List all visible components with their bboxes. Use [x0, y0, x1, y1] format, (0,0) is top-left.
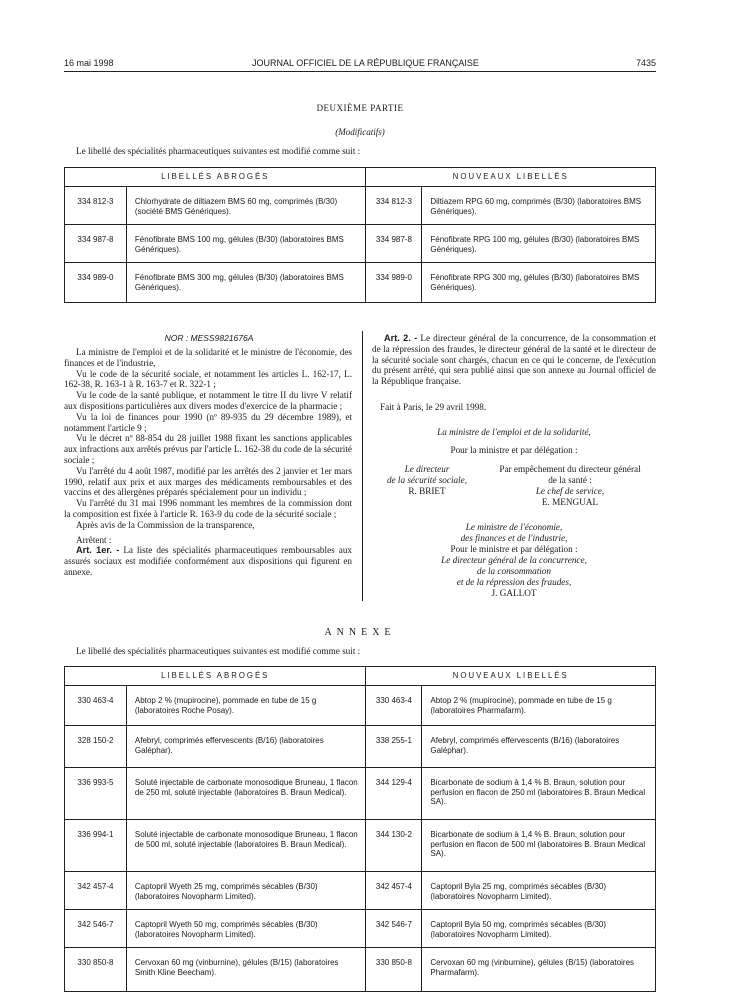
paragraph: Vu le décret nº 88-854 du 28 juillet 1988 fixant les sanctions applicables aux infractions aux arrêtés prévus par l'article L. 162-38 du code de la sécurité sociale ;	[64, 433, 352, 465]
table-row	[65, 872, 656, 910]
old-label: Fénofibrate BMS 300 mg, gélules (B/30) (laboratoires BMS Génériques).	[126, 263, 366, 303]
table-row	[65, 768, 656, 820]
new-code: 334 989-0	[366, 263, 422, 303]
sig2-line-2: de la consommation	[476, 566, 551, 576]
new-label: Fénofibrate RPG 100 mg, gélules (B/30) (laboratoires BMS Génériques).	[422, 225, 656, 263]
new-label: Afebryl, comprimés effervescents (B/16) (laboratoires Galéphar).	[422, 726, 656, 768]
signatory-2	[372, 522, 656, 599]
right-column-text	[372, 333, 656, 387]
issue-date: 16 mai 1998	[64, 58, 114, 68]
nor-reference: NOR : MESS9821676A	[164, 333, 254, 343]
part-subtitle: (Modificatifs)	[335, 127, 385, 137]
table-2-header-new: NOUVEAUX LIBELLÉS	[366, 667, 656, 686]
sig2-line-3: et de la répression des fraudes,	[456, 577, 572, 587]
paragraph: Vu l'arrêté du 4 août 1987, modifié par les arrêtés des 2 janvier et 1er mars 1990, relatif aux prix et aux marges des médicaments remboursables et des vaccins et des allergènes préparés spécialement pour un individu ;	[64, 465, 352, 498]
old-code: 342 546-7	[65, 910, 127, 948]
arretent: Arrêtent :	[76, 534, 112, 545]
table-row	[65, 910, 656, 948]
new-label: Captopril Byla 25 mg, comprimés sécables (B/30) (laboratoires Novopharm Limited).	[422, 872, 656, 910]
table-row	[65, 187, 656, 225]
old-label: Cervoxan 60 mg (vinburnine), gélules (B/15) (laboratoires Smith Kline Beecham).	[126, 948, 366, 992]
table-1-header-new: NOUVEAUX LIBELLÉS	[366, 168, 656, 187]
article-2	[372, 333, 656, 387]
old-label: Captopril Wyeth 25 mg, comprimés sécables (B/30) (laboratoires Novopharm Limited).	[126, 872, 366, 910]
signatory-left	[372, 464, 482, 497]
old-label: Soluté injectable de carbonate monosodique Bruneau, 1 flacon de 250 ml, soluté injectable (laboratoires B. Braun Medical).	[126, 768, 366, 820]
old-code: 330 850-8	[65, 948, 127, 992]
old-code: 330 463-4	[65, 686, 127, 726]
annexe-intro: Le libellé des spécialités pharmaceutiques suivantes est modifié comme suit :	[76, 646, 361, 656]
article-1-label: Art. 1er. -	[76, 545, 120, 556]
sig1-delegation: Pour la ministre et par délégation :	[450, 445, 578, 455]
journal-title: JOURNAL OFFICIEL DE LA RÉPUBLIQUE FRANÇAISE	[252, 58, 479, 68]
old-label: Chlorhydrate de diltiazem BMS 60 mg, comprimés (B/30) (société BMS Génériques).	[126, 187, 366, 225]
old-label: Abtop 2 % (mupirocine), pommade en tube de 15 g (laboratoires Roche Posay).	[126, 686, 366, 726]
sig2-title-2: des finances et de l'industrie,	[460, 533, 568, 543]
sig-right-name: E. MENGUAL	[541, 497, 599, 507]
annexe-title: ANNEXE	[324, 627, 396, 638]
new-code: 330 463-4	[366, 686, 422, 726]
new-label: Captopril Byla 50 mg, comprimés sécables (B/30) (laboratoires Novopharm Limited).	[422, 910, 656, 948]
sig2-delegation: Pour le ministre et par délégation :	[450, 544, 578, 554]
sig-left-name: R. BRIET	[408, 486, 446, 496]
paragraph: Vu la loi de finances pour 1990 (nº 89-935 du 29 décembre 1989), et notamment l'article 9 ;	[64, 411, 352, 433]
new-code: 342 546-7	[366, 910, 422, 948]
old-label: Fénofibrate BMS 100 mg, gélules (B/30) (laboratoires BMS Génériques).	[126, 225, 366, 263]
old-code: 328 150-2	[65, 726, 127, 768]
old-code: 336 994-1	[65, 820, 127, 872]
sig-right-line-3: Le chef de service,	[535, 486, 605, 496]
table-row	[65, 225, 656, 263]
article-1	[64, 545, 352, 577]
fait-a-paris: Fait à Paris, le 29 avril 1998.	[380, 402, 487, 412]
new-label: Bicarbonate de sodium à 1,4 % B. Braun, solution pour perfusion en flacon de 250 ml (laboratoires B. Braun Medical SA).	[422, 768, 656, 820]
new-label: Fénofibrate RPG 300 mg, gélules (B/30) (laboratoires BMS Génériques).	[422, 263, 656, 303]
header-rule	[64, 71, 656, 72]
sig-right-line-2: de la santé :	[548, 475, 592, 485]
paragraph: La ministre de l'emploi et de la solidarité et le ministre de l'économie, des finances et de l'industrie,	[64, 347, 352, 368]
old-code: 334 812-3	[65, 187, 127, 225]
sig2-line-1: Le directeur général de la concurrence,	[441, 555, 587, 565]
article-2-text: Le directeur général de la concurrence, de la consommation et de la répression des fraudes, le directeur général de la santé et le directeur de la sécurité sociale sont chargés, chacun en ce qui le concerne, de l'exécution du présent arrêté, qui sera publié ainsi que son annexe au Journal officiel de la République française.	[372, 333, 656, 387]
old-code: 336 993-5	[65, 768, 127, 820]
table-row	[65, 820, 656, 872]
old-code: 334 989-0	[65, 263, 127, 303]
signatory-right	[482, 464, 658, 508]
paragraph: Vu le code de la sécurité sociale, et notamment les articles L. 162-17, L. 162-38, R. 163-1 à R. 163-7 et R. 322-1 ;	[64, 368, 352, 390]
old-label: Afebryl, comprimés effervescents (B/16) (laboratoires Galéphar).	[126, 726, 366, 768]
sig-left-line-1: Le directeur	[404, 464, 450, 474]
new-code: 342 457-4	[366, 872, 422, 910]
table-1-header-old: LIBELLÉS ABROGÉS	[65, 168, 366, 187]
old-label: Soluté injectable de carbonate monosodique Bruneau, 1 flacon de 500 ml, soluté injectable (laboratoires B. Braun Medical).	[126, 820, 366, 872]
table-row	[65, 948, 656, 992]
new-code: 334 987-8	[366, 225, 422, 263]
sig2-name: J. GALLOT	[491, 588, 537, 598]
column-divider	[362, 331, 363, 601]
new-code: 334 812-3	[366, 187, 422, 225]
paragraph: Après avis de la Commission de la transparence,	[76, 519, 255, 530]
part-intro: Le libellé des spécialités pharmaceutiques suivantes est modifié comme suit :	[76, 146, 361, 156]
paragraph: Vu le code de la santé publique, et notamment le titre II du livre V relatif aux dispositions particulières aux divers modes d'exercice de la pharmacie ;	[64, 390, 352, 411]
paragraph: Vu l'arrêté du 31 mai 1996 nommant les membres de la commission dont la composition est fixée à l'article R. 163-9 du code de la sécurité sociale ;	[64, 498, 352, 519]
table-1	[64, 167, 656, 303]
old-code: 334 987-8	[65, 225, 127, 263]
part-title: DEUXIÈME PARTIE	[316, 103, 404, 113]
new-code: 344 129-4	[366, 768, 422, 820]
new-label: Abtop 2 % (mupirocine), pommade en tube de 15 g (laboratoires Pharmafarm).	[422, 686, 656, 726]
new-label: Cervoxan 60 mg (vinburnine), gélules (B/15) (laboratoires Pharmafarm).	[422, 948, 656, 992]
table-2	[64, 666, 656, 992]
article-2-label: Art. 2. -	[384, 333, 418, 343]
table-row	[65, 726, 656, 768]
new-code: 344 130-2	[366, 820, 422, 872]
sig-right-line-1: Par empêchement du directeur général	[499, 464, 641, 474]
new-label: Diltiazem RPG 60 mg, comprimés (B/30) (laboratoires BMS Génériques).	[422, 187, 656, 225]
article-1-text: La liste des spécialités pharmaceutiques remboursables aux assurés sociaux est modifiée conformément aux dispositions qui figurent en annexe.	[64, 545, 353, 577]
sig-left-line-2: de la sécurité sociale,	[386, 475, 468, 485]
table-row	[65, 263, 656, 303]
sig1-title: La ministre de l'emploi et de la solidarité,	[437, 427, 591, 437]
table-2-header-old: LIBELLÉS ABROGÉS	[65, 667, 366, 686]
new-code: 338 255-1	[366, 726, 422, 768]
new-code: 330 850-8	[366, 948, 422, 992]
sig2-title-1: Le ministre de l'économie,	[465, 522, 563, 532]
old-label: Captopril Wyeth 50 mg, comprimés sécables (B/30) (laboratoires Novopharm Limited).	[126, 910, 366, 948]
left-column-text	[64, 347, 352, 578]
old-code: 342 457-4	[65, 872, 127, 910]
table-row	[65, 686, 656, 726]
page-number: 7435	[635, 58, 656, 68]
new-label: Bicarbonate de sodium à 1,4 % B. Braun, solution pour perfusion en flacon de 500 ml (laboratoires B. Braun Medical SA).	[422, 820, 656, 872]
